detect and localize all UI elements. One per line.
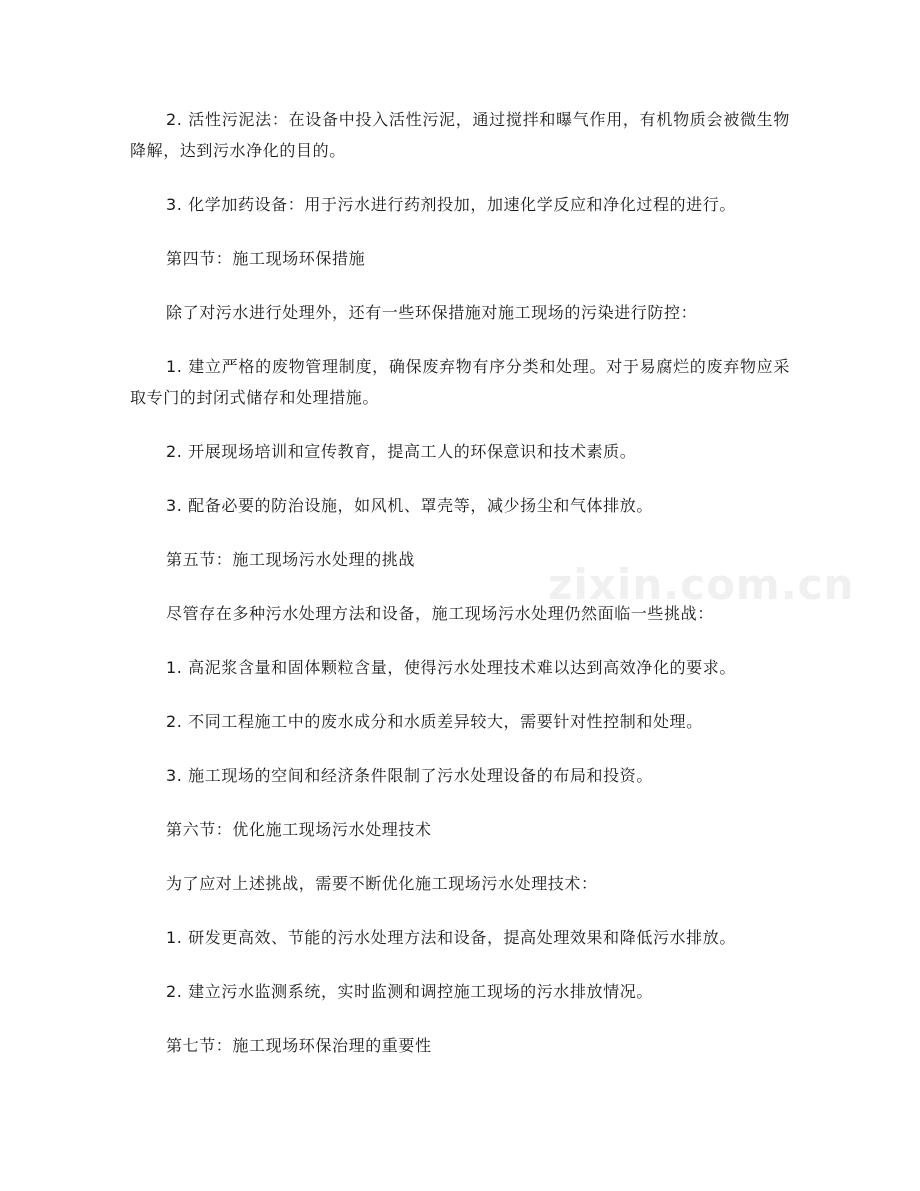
section-intro-5: 尽管存在多种污水处理方法和设备，施工现场污水处理仍然面临一些挑战： [166, 604, 714, 623]
list-item-mud-content: 1. 高泥浆含量和固体颗粒含量，使得污水处理技术难以达到高效净化的要求。 [166, 658, 736, 677]
list-item-waste-management: 1. 建立严格的废物管理制度，确保废弃物有序分类和处理。对于易腐烂的废弃物应采取专门的封闭式储存和处理措施。 [130, 357, 790, 407]
list-item-training: 2. 开展现场培训和宣传教育，提高工人的环保意识和技术素质。 [166, 442, 637, 461]
list-item-chemical-dosing: 3. 化学加药设备：用于污水进行药剂投加，加速化学反应和净化过程的进行。 [166, 195, 736, 214]
list-item-activated-sludge: 2. 活性污泥法：在设备中投入活性污泥，通过搅拌和曝气作用，有机物质会被微生物降解，达到污水净化的目的。 [130, 110, 790, 160]
document-body [130, 104, 790, 1084]
section-heading-6: 第六节：优化施工现场污水处理技术 [166, 820, 432, 839]
section-intro-6: 为了应对上述挑战，需要不断优化施工现场污水处理技术： [166, 874, 598, 893]
list-item-space-economy: 3. 施工现场的空间和经济条件限制了污水处理设备的布局和投资。 [166, 766, 653, 785]
section-intro-4: 除了对污水进行处理外，还有一些环保措施对施工现场的污染进行防控： [166, 303, 698, 322]
list-item-water-quality: 2. 不同工程施工中的废水成分和水质差异较大，需要针对性控制和处理。 [166, 712, 703, 731]
list-item-prevention-facilities: 3. 配备必要的防治设施，如风机、罩壳等，减少扬尘和气体排放。 [166, 496, 653, 515]
section-heading-5: 第五节：施工现场污水处理的挑战 [166, 550, 416, 569]
section-heading-4: 第四节：施工现场环保措施 [166, 249, 366, 268]
watermark: zixin.com.cn [548, 560, 855, 609]
list-item-research: 1. 研发更高效、节能的污水处理方法和设备，提高处理效果和降低污水排放。 [166, 928, 736, 947]
section-heading-7: 第七节：施工现场环保治理的重要性 [166, 1036, 432, 1055]
list-item-monitoring: 2. 建立污水监测系统，实时监测和调控施工现场的污水排放情况。 [166, 982, 653, 1001]
